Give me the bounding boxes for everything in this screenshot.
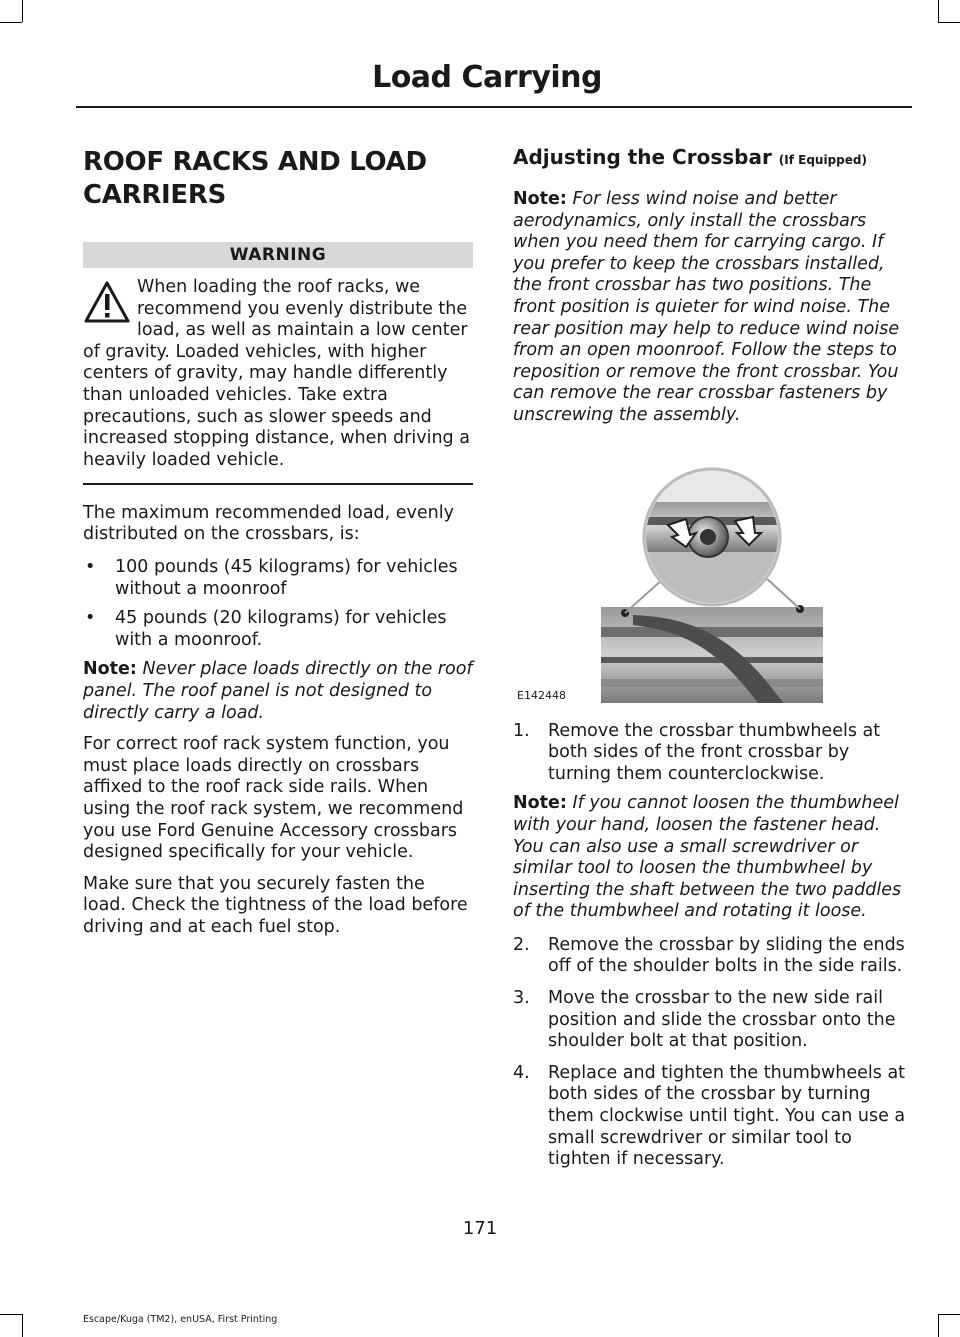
section-heading <box>83 140 473 212</box>
crop-mark <box>938 1314 939 1337</box>
step-text: Replace and tighten the thumbwheels at both sides of the crossbar by turning them clockwise until tight. You can use a small screwdriver or similar tool to tighten if necessary. <box>548 1062 906 1170</box>
list-item <box>513 935 906 978</box>
section-heading-line1: ROOF RACKS AND LOAD <box>83 147 427 177</box>
list-item <box>513 1063 906 1171</box>
note-label: Note: <box>513 189 567 209</box>
warning-bottom-rule <box>83 483 473 485</box>
load-intro: The maximum recommended load, evenly distributed on the crossbars, is: <box>83 502 454 545</box>
note-label: Note: <box>83 659 137 680</box>
page-number: 171 <box>462 1218 498 1239</box>
bullet-text: 45 pounds (20 kilograms) for vehicles with a moonroof. <box>115 608 447 650</box>
list-item <box>83 608 473 651</box>
crossbar-figure <box>513 457 906 707</box>
note-text: For less wind noise and better aerodynamics, only install the crossbars when you need them for carrying cargo. If you prefer to keep the crossbars installed, the front crossbar has two positions. The front position is quieter for wind noise. The rear position may help to reduce wind noise from an open moonroof. Follow the steps to reposition or remove the front crossbar. You can remove the rear crossbar fasteners by unscrewing the assembly. <box>513 189 900 425</box>
note-roof-panel <box>83 659 473 724</box>
step-number: 2. <box>513 934 530 955</box>
fasten-paragraph: Make sure that you securely fasten the load. Check the tightness of the load before driving and at each fuel stop. <box>83 873 468 937</box>
left-column <box>83 140 473 939</box>
footer-text: Escape/Kuga (TM2), enUSA, First Printing <box>83 1314 278 1325</box>
note-thumbwheel <box>513 793 906 923</box>
crossbar-steps <box>513 721 906 786</box>
step-number: 1. <box>513 720 530 741</box>
crossbar-illustration <box>513 457 906 707</box>
crossbar-heading <box>513 142 906 175</box>
header-divider <box>76 106 912 108</box>
bullet-mark: • <box>85 608 96 629</box>
warning-banner: WARNING <box>83 242 473 268</box>
bullet-mark: • <box>85 557 96 578</box>
load-bullets <box>83 557 473 651</box>
list-item <box>513 988 906 1053</box>
note-text: Never place loads directly on the roof panel. The roof panel is not designed to directly carry a load. <box>83 659 473 723</box>
section-heading-line2: CARRIERS <box>83 180 227 210</box>
page-header-title: Load Carrying <box>372 60 602 95</box>
warning-body <box>83 277 473 471</box>
step-text: Remove the crossbar by sliding the ends off of the shoulder bolts in the side rails. <box>548 934 905 977</box>
step-text: Remove the crossbar thumbwheels at both sides of the front crossbar by turning them counterclockwise. <box>548 720 881 784</box>
figure-code: E142448 <box>517 688 566 702</box>
bullet-text: 100 pounds (45 kilograms) for vehicles without a moonroof <box>115 557 458 599</box>
if-equipped-tag: (If Equipped) <box>778 153 867 167</box>
warning-triangle-icon <box>83 279 131 325</box>
crop-mark <box>938 1314 960 1315</box>
list-item <box>513 721 906 786</box>
roof-rack-paragraph: For correct roof rack system function, you must place loads directly on crossbars affixed to the roof rack side rails. When using the roof rack system, we recommend you use Ford Genuine Accessory crossbars designed specifically for your vehicle. <box>83 734 464 863</box>
note-text: If you cannot loosen the thumbwheel with your hand, loosen the fastener head. You can also use a small screwdriver or similar tool to loosen the thumbwheel by inserting the shaft between the two paddles of the thumbwheel and rotating it loose. <box>513 793 902 922</box>
right-column <box>513 140 906 1181</box>
note-label: Note: <box>513 793 567 814</box>
crop-mark <box>22 1314 23 1337</box>
crop-mark <box>0 1314 22 1315</box>
crop-mark <box>938 22 960 23</box>
step-number: 3. <box>513 988 530 1009</box>
crop-mark <box>938 0 939 22</box>
step-text: Move the crossbar to the new side rail position and slide the crossbar onto the shoulder bolt at that position. <box>548 988 896 1052</box>
crop-mark <box>22 0 23 22</box>
note-wind-noise <box>513 189 906 427</box>
list-item <box>83 557 473 600</box>
warning-text: When loading the roof racks, we recommend you evenly distribute the load, as well as maintain a low center of gravity. Loaded vehicles, with higher centers of gravity, may handle differently than unloaded vehicles. Take extra precautions, such as slower speeds and increased stopping distance, when driving a heavily loaded vehicle. <box>83 277 470 470</box>
crossbar-heading-text: Adjusting the Crossbar <box>513 145 772 169</box>
crossbar-steps-continued <box>513 935 906 1171</box>
crop-mark <box>0 22 22 23</box>
step-number: 4. <box>513 1062 530 1083</box>
